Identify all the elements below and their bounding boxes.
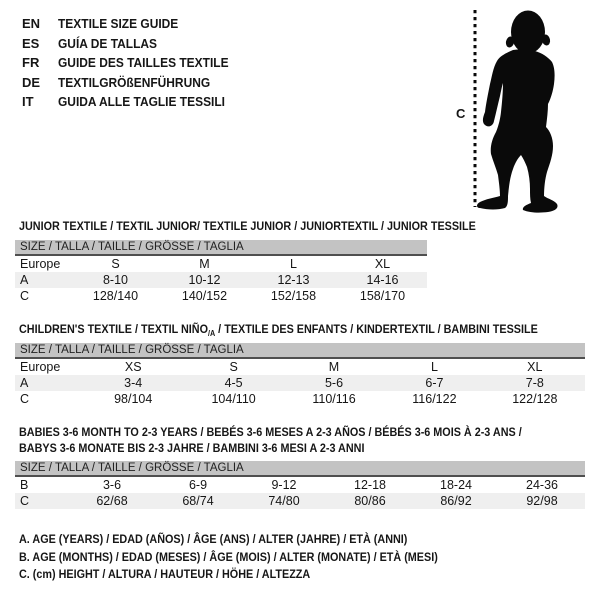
section-title-junior [19,218,476,234]
table-cell: 5-6 [324,376,344,390]
table-cell: L [290,257,297,271]
row-label: Europe [20,360,61,374]
language-guide [22,14,243,112]
lang-code: IT [22,94,34,110]
legend-notes [19,531,484,584]
note-c: C. (cm) HEIGHT / ALTURA / HAUTEUR / HÖHE / ALTEZZA [19,567,311,581]
table-cell: 6-9 [188,478,208,492]
size-header-bar: SIZE / TALLA / TAILLE / GRÖSSE / TAGLIA [15,461,585,477]
section-title-children [19,321,538,339]
table-cell: 8-10 [102,273,129,287]
section-title-text: BABIES 3-6 MONTH TO 2-3 YEARS / BEBÉS 3-6 MESES A 2-3 AÑOS / BÉBÉS 3-6 MOIS À 2-3 ANS / [19,425,522,439]
table-cell: XS [124,360,142,374]
table-cell: M [199,257,210,271]
table-cell: 14-16 [366,273,399,287]
table-cell: 152/158 [270,289,317,303]
lang-label: GUÍA DE TALLAS [58,35,158,51]
section-title-text: CHILDREN'S TEXTILE / TEXTIL NIÑO [19,322,208,336]
table-cell: 7-8 [525,376,544,390]
table-cell: 12-18 [354,478,386,492]
row-label: Europe [20,257,61,271]
table-cell: 128/140 [92,289,139,303]
lang-code: DE [22,74,41,90]
table-cell: 3-6 [102,478,122,492]
table-cell: 62/68 [96,494,128,508]
table-cell: 10-12 [188,273,221,287]
table-cell: 9-12 [271,478,297,492]
row-label: C [20,494,30,508]
lang-code: EN [22,16,41,32]
table-cell: 12-13 [277,273,310,287]
lang-label: GUIDA ALLE TAGLIE TESSILI [58,94,226,110]
lang-row-en [22,14,243,34]
row-label: A [20,273,29,287]
babies-size-table [15,461,585,509]
table-cell: 74/80 [268,494,300,508]
table-cell: S [111,257,120,271]
lang-row-es [22,34,243,54]
table-row [15,391,585,407]
table-cell: 4-5 [224,376,243,390]
table-cell: S [229,360,238,374]
lang-code: ES [22,35,40,51]
table-cell: L [430,360,438,374]
table-cell: 92/98 [526,494,558,508]
table-cell: XL [527,360,543,374]
note-a: A. AGE (YEARS) / EDAD (AÑOS) / ÂGE (ANS) / ALTER (JAHRE) / ETÀ (ANNI) [19,532,408,546]
table-cell: 24-36 [526,478,558,492]
children-size-table [15,343,585,407]
row-label: C [20,392,30,406]
row-label: A [20,376,29,390]
table-row [15,272,427,288]
table-cell: 68/74 [182,494,214,508]
table-cell: 6-7 [425,376,444,390]
table-row [15,375,585,391]
lang-label: TEXTILE SIZE GUIDE [58,16,179,32]
table-cell: 98/104 [114,392,153,406]
table-cell: XL [374,257,391,271]
table-cell: 116/122 [412,392,457,406]
row-label: B [20,478,29,492]
section-title-babies [19,424,522,456]
table-cell: 104/110 [211,392,256,406]
table-cell: 158/170 [359,289,406,303]
table-cell: 18-24 [440,478,472,492]
size-columns-row [15,359,585,375]
section-title-text: JUNIOR TEXTILE / TEXTIL JUNIOR/ TEXTILE JUNIOR / JUNIORTEXTIL / JUNIOR TESSILE [19,219,476,233]
table-row [15,477,585,493]
table-row [15,288,427,304]
baby-silhouette [460,0,600,215]
table-cell: 140/152 [181,289,228,303]
size-columns-row [15,256,427,272]
row-label: C [20,289,30,303]
section-title-text: /A [207,328,216,338]
table-cell: M [328,360,340,374]
size-header-bar: SIZE / TALLA / TAILLE / GRÖSSE / TAGLIA [15,240,427,256]
junior-size-table [15,240,427,304]
lang-row-it [22,92,243,112]
table-cell: 3-4 [124,376,143,390]
lang-label: TEXTILGRÖßENFÜHRUNG [58,74,211,90]
table-cell: 110/116 [312,392,356,406]
size-header-bar: SIZE / TALLA / TAILLE / GRÖSSE / TAGLIA [15,343,585,359]
table-cell: 122/128 [512,392,558,406]
section-title-text: / TEXTILE DES ENFANTS / KINDERTEXTIL / BAMBINI TESSILE [215,322,538,336]
table-row [15,493,585,509]
height-measure-label: C [456,106,466,121]
table-cell: 86/92 [440,494,472,508]
table-cell: 80/86 [354,494,386,508]
lang-row-fr [22,53,243,73]
lang-code: FR [22,55,40,71]
lang-label: GUIDE DES TAILLES TEXTILE [58,55,229,71]
lang-row-de [22,73,243,93]
section-title-text: BABYS 3-6 MONATE BIS 2-3 JAHRE / BAMBINI 3-6 MESI A 2-3 ANNI [19,441,365,455]
note-b: B. AGE (MONTHS) / EDAD (MESES) / ÂGE (MOIS) / ALTER (MONATE) / ETÀ (MESI) [19,549,438,564]
